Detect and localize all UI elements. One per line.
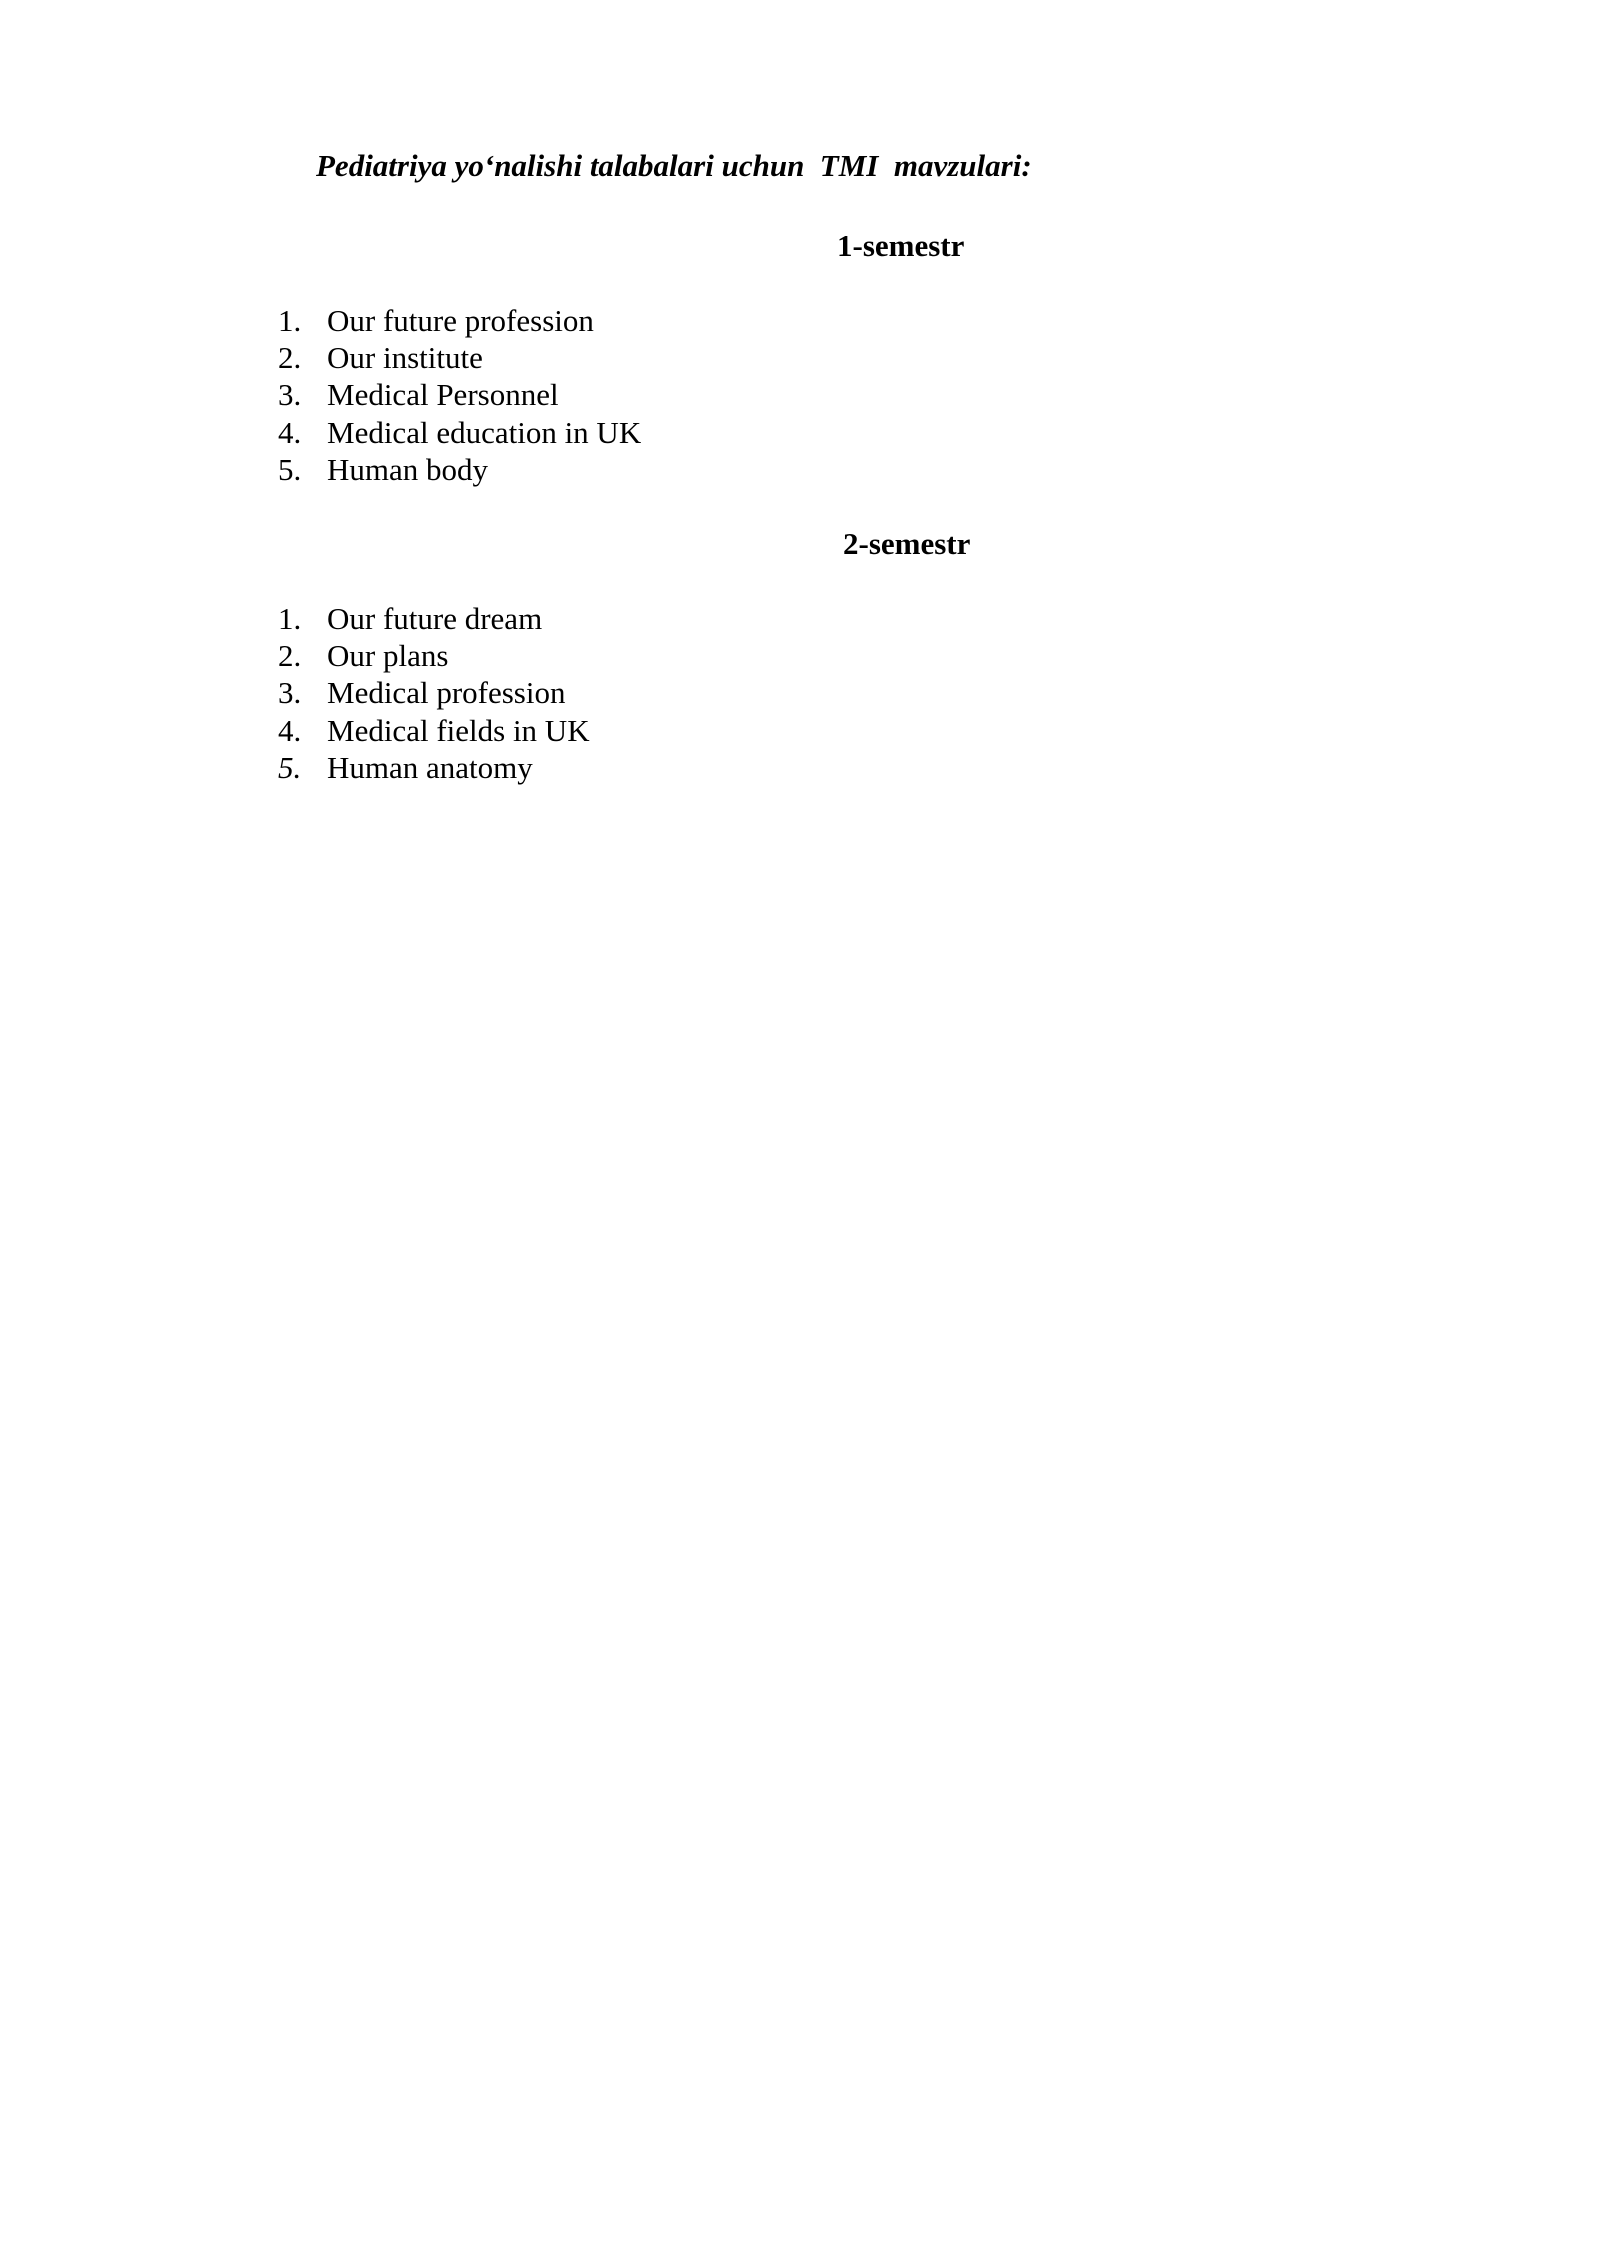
document-title: Pediatriya yo‘nalishi talabalari uchun TMI mavzulari: (316, 148, 1032, 183)
list-item-text: Medical fields in UK (327, 712, 590, 748)
list-item-text: Our plans (327, 638, 449, 674)
list-item (278, 451, 641, 488)
list-item-number: 1. (278, 601, 302, 636)
list-item-text: Our future profession (327, 303, 594, 338)
semester-2-heading: 2-semestr (843, 526, 971, 561)
list-item-number: 3. (278, 675, 302, 711)
list-item-number: 2. (278, 638, 302, 674)
list-item-text: Our future dream (327, 601, 543, 636)
semester-2-topic-list (278, 600, 590, 786)
list-item-text: Medical profession (327, 675, 566, 711)
list-item-number: 1. (278, 303, 302, 338)
list-item (278, 339, 641, 376)
list-item-text: Human anatomy (327, 749, 533, 785)
list-item (278, 712, 590, 749)
list-item-number: 4. (278, 414, 302, 450)
semester-1-topic-list (278, 302, 641, 488)
list-item-number: 3. (278, 377, 302, 413)
list-item-number: 4. (278, 712, 302, 748)
list-item-number: 2. (278, 340, 302, 376)
list-item (278, 749, 590, 786)
list-item-number: 5. (278, 451, 302, 487)
list-item (278, 414, 641, 451)
list-item (278, 376, 641, 413)
list-item (278, 637, 590, 674)
list-item (278, 674, 590, 711)
list-item-text: Our institute (327, 340, 483, 376)
list-item (278, 302, 641, 339)
list-item-text: Medical Personnel (327, 377, 559, 413)
list-item (278, 600, 590, 637)
list-item-text: Medical education in UK (327, 414, 642, 450)
list-item-number: 5. (278, 749, 302, 785)
semester-1-heading: 1-semestr (837, 228, 965, 263)
list-item-text: Human body (327, 451, 489, 487)
